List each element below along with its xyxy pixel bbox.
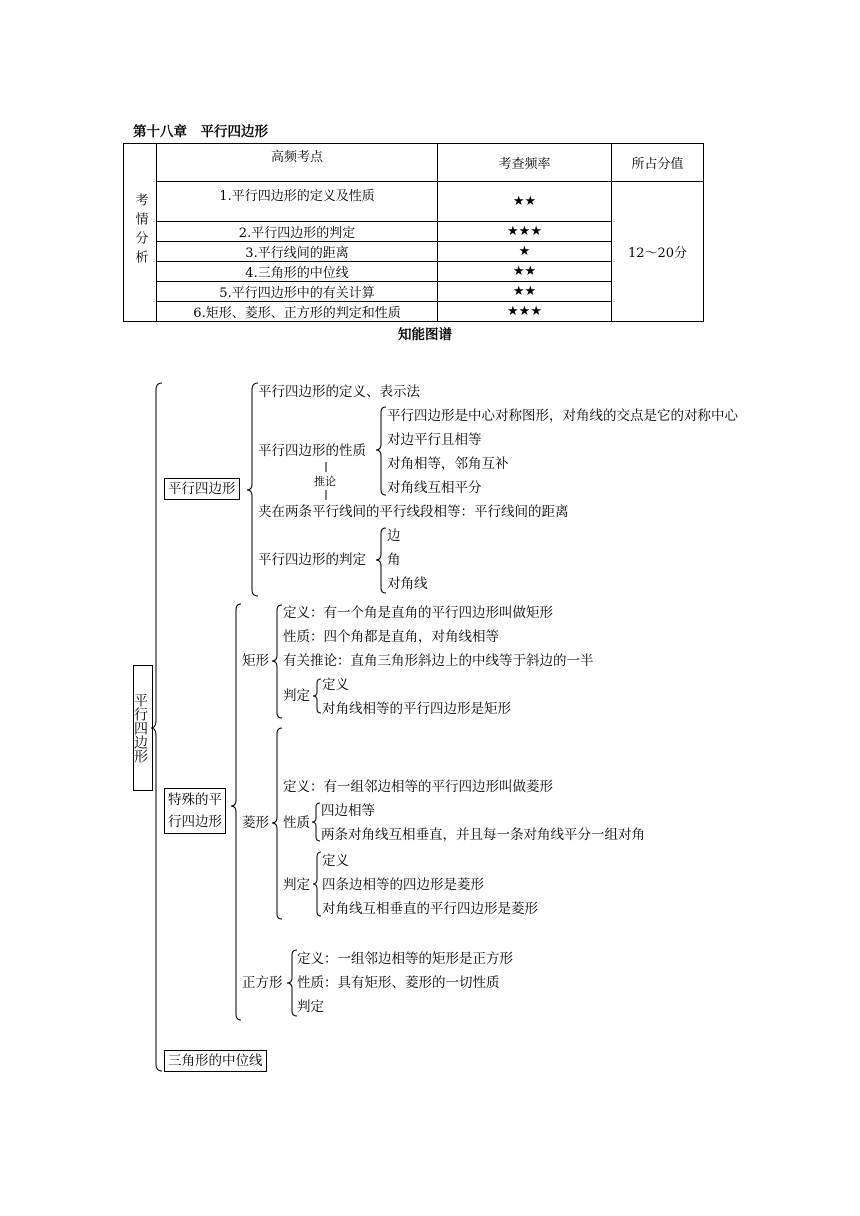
pgram-infer: 推论	[314, 475, 336, 488]
pgram-prop-2: 对边平行且相等	[387, 432, 482, 448]
pgram-parallel-dist: 夹在两条平行线间的平行线段相等：平行线间的距离	[258, 504, 569, 520]
pgram-judge-2: 角	[387, 552, 401, 568]
square-prop: 性质：具有矩形、菱形的一切性质	[297, 975, 500, 991]
rect-def: 定义：有一个角是直角的平行四边形叫做矩形	[283, 605, 553, 621]
square-judge: 判定	[297, 999, 324, 1015]
rect-judge-2: 对角线相等的平行四边形是矩形	[322, 701, 511, 717]
props-brace	[376, 407, 386, 495]
header-freq: 考查频率	[438, 144, 612, 182]
table-row: 1.平行四边形的定义及性质	[157, 182, 438, 222]
special-label-1: 特殊的平	[168, 792, 222, 808]
rect-judge-1: 定义	[322, 677, 349, 693]
table-row: 6.矩形、菱形、正方形的判定和性质	[157, 302, 438, 322]
pgram-judge-1: 边	[387, 528, 401, 544]
freq-stars: ★★★	[438, 302, 612, 322]
rect-label: 矩形	[242, 653, 269, 669]
judge-brace	[376, 528, 386, 593]
pgram-prop-1: 平行四边形是中心对称图形，对角线的交点是它的对称中心	[387, 408, 738, 424]
side-label: 考情分析	[132, 192, 148, 269]
rhombus-judge-1: 定义	[322, 853, 349, 869]
freq-stars: ★	[438, 242, 612, 262]
rhombus-judge-3: 对角线互相垂直的平行四边形是菱形	[322, 901, 538, 917]
rhombus-judge-2: 四条边相等的四边形是菱形	[322, 877, 484, 893]
pgram-judge-3: 对角线	[387, 576, 428, 592]
rect-judge-label: 判定	[283, 688, 310, 704]
pgram-box: 平行四边形	[164, 478, 240, 500]
rhombus-label: 菱形	[242, 815, 269, 831]
rhombus-judge-brace	[313, 852, 321, 916]
pgram-def: 平行四边形的定义、表示法	[258, 384, 420, 400]
rhombus-prop-2: 两条对角线互相垂直，并且每一条对角线平分一组对角	[321, 827, 645, 843]
rect-prop: 性质：四个角都是直角，对角线相等	[283, 629, 499, 645]
table-row: 5.平行四边形中的有关计算	[157, 282, 438, 302]
pgram-prop-3: 对角相等，邻角互补	[387, 456, 509, 472]
rhombus-props-brace	[312, 803, 320, 841]
table-row: 4.三角形的中位线	[157, 262, 438, 282]
root-box: 平行四边形	[133, 665, 153, 791]
score-cell: 12～20分	[612, 182, 704, 322]
freq-stars: ★★	[438, 262, 612, 282]
freq-stars: ★★★	[438, 222, 612, 242]
chapter-title: 第十八章 平行四边形	[133, 124, 268, 140]
rhombus-prop-1: 四边相等	[321, 803, 375, 819]
rhombus-prop-label: 性质	[283, 815, 310, 831]
square-def: 定义：一组邻边相等的矩形是正方形	[297, 951, 513, 967]
freq-stars: ★★	[438, 182, 612, 222]
rect-brace	[272, 605, 282, 718]
rhombus-def: 定义：有一组邻边相等的平行四边形叫做菱形	[283, 779, 553, 795]
rect-judge-brace	[313, 679, 321, 713]
map-title: 知能图谱	[398, 327, 452, 343]
header-topic: 高频考点	[157, 144, 438, 182]
pgram-judge-label: 平行四边形的判定	[258, 552, 366, 568]
square-brace	[287, 950, 297, 1016]
pgram-brace	[247, 383, 258, 596]
rhombus-brace	[272, 728, 282, 919]
rect-infer: 有关推论：直角三角形斜边上的中线等于斜边的一半	[283, 653, 594, 669]
header-score: 所占分值	[612, 144, 704, 182]
table-row: 2.平行四边形的判定	[157, 222, 438, 242]
table-row: 3.平行线间的距离	[157, 242, 438, 262]
special-brace	[231, 604, 241, 1020]
pgram-prop-4: 对角线互相平分	[387, 480, 482, 496]
midline-box: 三角形的中位线	[164, 1050, 267, 1072]
square-label: 正方形	[242, 975, 283, 991]
freq-stars: ★★	[438, 282, 612, 302]
special-box	[164, 788, 226, 834]
pgram-props-label: 平行四边形的性质	[258, 443, 366, 459]
rhombus-judge-label: 判定	[283, 877, 310, 893]
special-label-2: 行四边形	[168, 814, 222, 830]
